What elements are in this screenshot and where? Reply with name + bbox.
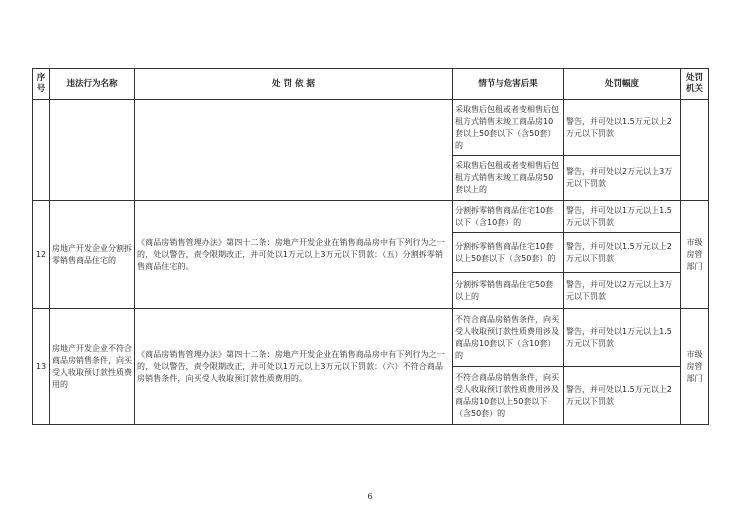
header-row	[33, 69, 709, 100]
header-situation: 情节与危害后果	[453, 69, 564, 100]
situation-cell: 分割拆零销售商品住宅50套以上的	[453, 273, 564, 309]
table-row	[33, 100, 709, 156]
header-no: 序号	[33, 69, 50, 100]
cont-basis-cell	[135, 100, 453, 201]
header-authority: 处罚机关	[681, 69, 709, 100]
legal-basis: 《商品房销售管理办法》第四十二条：房地产开发企业在销售商品房中有下列行为之一的，处以警告，责令限期改正，并可处以1万元以上3万元以下罚款：（五）分割拆零销售商品住宅的。	[135, 201, 453, 309]
range-cell: 警告，并可处以1.5万元以上2万元以下罚款	[564, 233, 681, 273]
item-number: 13	[33, 309, 50, 425]
cont-act-cell	[50, 100, 135, 201]
violation-name: 房地产开发企业不符合商品房销售条件，向买受人收取预订款性质费用的	[50, 309, 135, 425]
violation-name: 房地产开发企业分割拆零销售商品住宅的	[50, 201, 135, 309]
table-row	[33, 309, 709, 367]
page-number: 6	[367, 492, 373, 501]
range-cell: 警告，并可处以1万元以上1.5万元以下罚款	[564, 309, 681, 367]
legal-basis: 《商品房销售管理办法》第四十二条：房地产开发企业在销售商品房中有下列行为之一的，处以警告，责令限期改正，并可处以1万元以上3万元以下罚款：（六）不符合商品房销售条件，向买受人收取预订款性质费用的。	[135, 309, 453, 425]
situation-cell: 不符合商品房销售条件，向买受人收取预订款性质费用涉及商品房10套以上50套以下（含50套）的	[453, 367, 564, 425]
situation-cell: 分割拆零销售商品住宅10套以上50套以下（含50套）的	[453, 233, 564, 273]
range-cell: 警告，并可处以1.5万元以上2万元以下罚款	[564, 367, 681, 425]
range-cell: 警告，并可处以1.5万元以上2万元以下罚款	[564, 100, 681, 156]
range-cell: 警告，并可处以2万元以上3万元以下罚款	[564, 156, 681, 201]
situation-cell: 不符合商品房销售条件，向买受人收取预订款性质费用涉及商品房10套以下（含10套）的	[453, 309, 564, 367]
penalty-table	[32, 68, 709, 425]
authority-cell: 市级房管部门	[681, 201, 709, 309]
situation-cell: 采取售后包租或者变相售后包租方式销售未竣工商品房10套以上50套以下（含50套）的	[453, 100, 564, 156]
situation-cell: 采取售后包租或者变相售后包租方式销售未竣工商品房50套以上的	[453, 156, 564, 201]
authority-cell: 市级房管部门	[681, 309, 709, 425]
cont-no-cell	[33, 100, 50, 201]
range-cell: 警告，并可处以1万元以上1.5万元以下罚款	[564, 201, 681, 233]
header-act: 违法行为名称	[50, 69, 135, 100]
header-basis: 处 罚 依 据	[135, 69, 453, 100]
cont-authority-cell	[681, 100, 709, 201]
table-row	[33, 201, 709, 233]
header-range: 处罚幅度	[564, 69, 681, 100]
situation-cell: 分割拆零销售商品住宅10套以下（含10套）的	[453, 201, 564, 233]
range-cell: 警告，并可处以2万元以上3万元以下罚款	[564, 273, 681, 309]
item-number: 12	[33, 201, 50, 309]
